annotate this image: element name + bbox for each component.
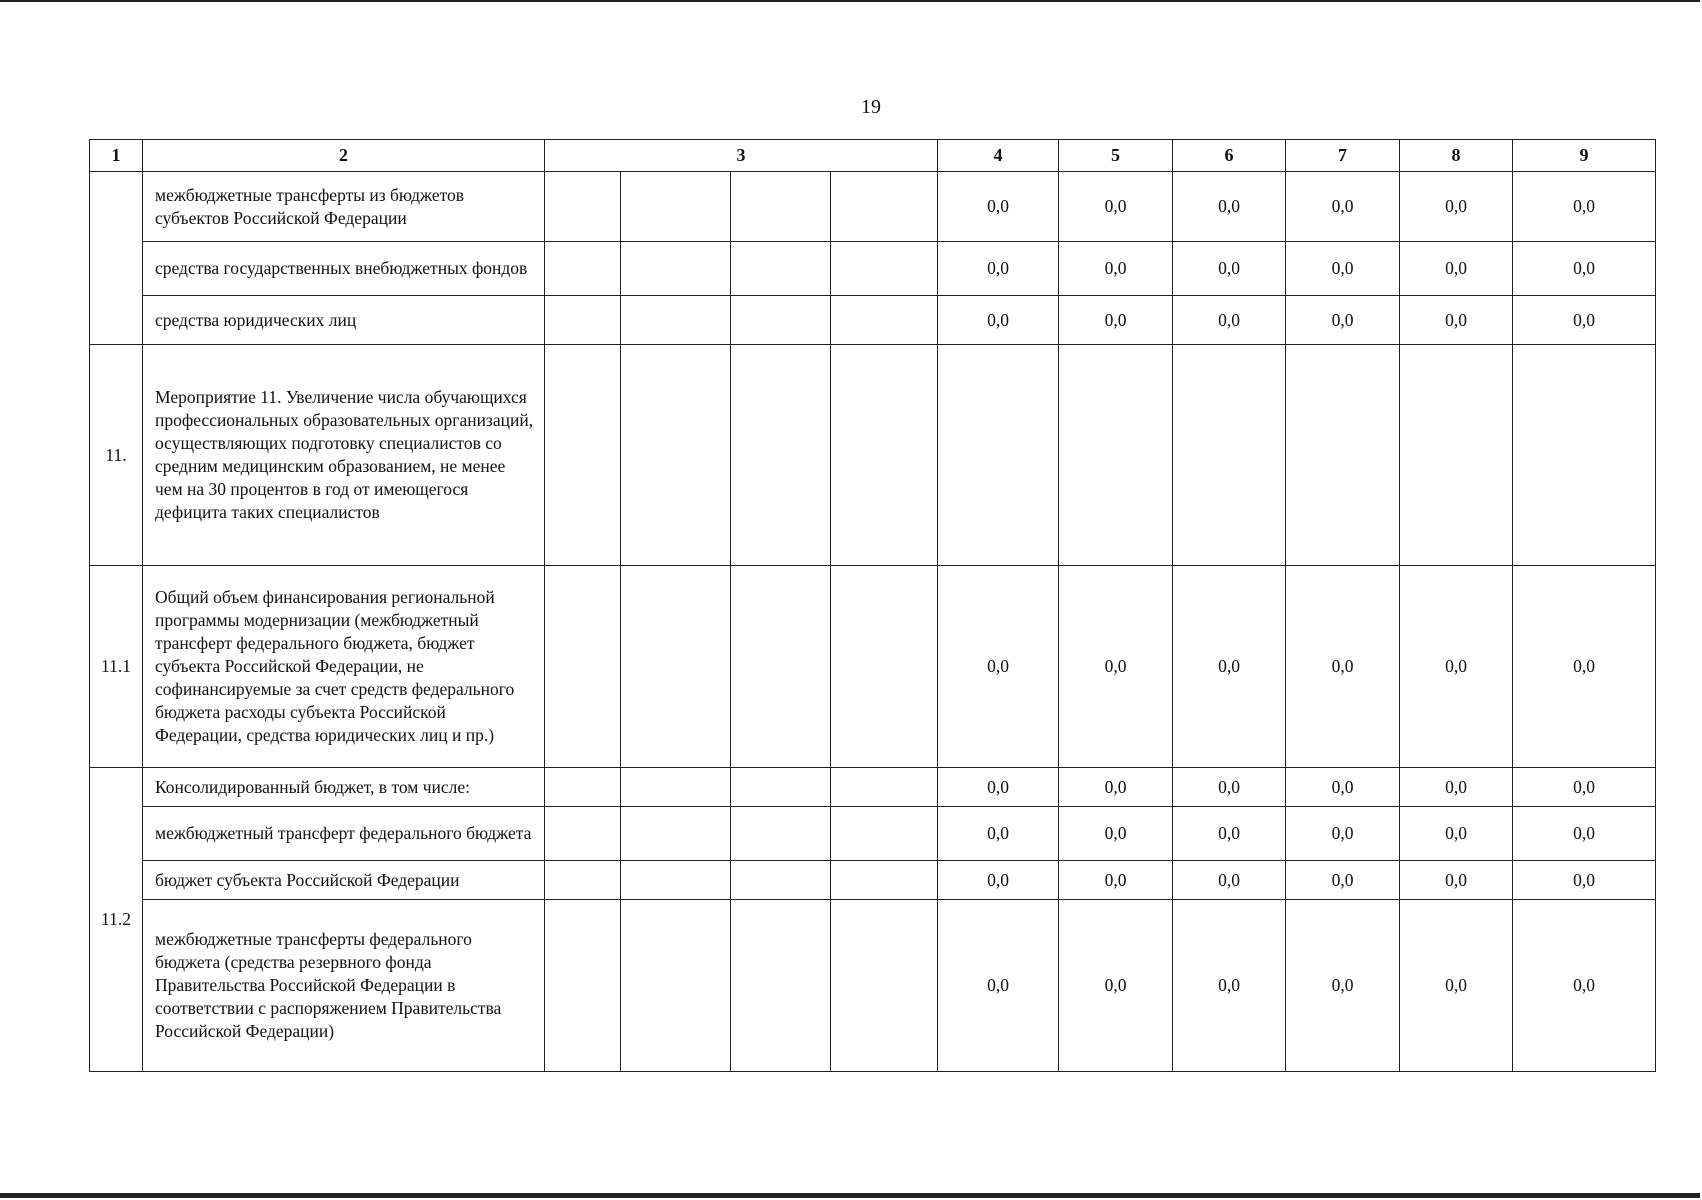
empty-cell xyxy=(831,807,938,861)
value-cell: 0,0 xyxy=(938,296,1059,345)
value-cell xyxy=(938,345,1059,566)
empty-cell xyxy=(545,900,621,1072)
empty-cell xyxy=(545,861,621,900)
empty-cell xyxy=(731,900,831,1072)
empty-cell xyxy=(621,900,731,1072)
row-label: Мероприятие 11. Увеличение числа обучающихся профессиональных образовательных организаций, осуществляющих подготовку специалистов со средним медицинским образованием, не менее чем на 30 процентов в год от имеющегося дефицита таких специалистов xyxy=(143,345,545,566)
table-row xyxy=(90,861,1656,900)
value-cell: 0,0 xyxy=(1286,566,1400,768)
empty-cell xyxy=(621,566,731,768)
empty-cell xyxy=(621,345,731,566)
empty-cell xyxy=(621,242,731,296)
table-row xyxy=(90,296,1656,345)
header-cell: 6 xyxy=(1173,140,1286,172)
value-cell: 0,0 xyxy=(1400,768,1513,807)
value-cell: 0,0 xyxy=(1400,807,1513,861)
value-cell: 0,0 xyxy=(1059,296,1173,345)
value-cell: 0,0 xyxy=(1059,768,1173,807)
table-row xyxy=(90,345,1656,566)
empty-cell xyxy=(545,296,621,345)
value-cell: 0,0 xyxy=(1286,242,1400,296)
empty-cell xyxy=(831,172,938,242)
row-number: 11.1 xyxy=(90,566,143,768)
header-cell: 2 xyxy=(143,140,545,172)
empty-cell xyxy=(545,768,621,807)
value-cell: 0,0 xyxy=(1513,861,1656,900)
row-label: межбюджетный трансферт федерального бюджета xyxy=(143,807,545,861)
empty-cell xyxy=(731,768,831,807)
value-cell xyxy=(1400,345,1513,566)
table-header-row xyxy=(90,140,1656,172)
value-cell: 0,0 xyxy=(1173,861,1286,900)
empty-cell xyxy=(545,807,621,861)
value-cell: 0,0 xyxy=(1173,768,1286,807)
value-cell: 0,0 xyxy=(938,768,1059,807)
value-cell: 0,0 xyxy=(1513,296,1656,345)
value-cell: 0,0 xyxy=(1059,242,1173,296)
row-label: бюджет субъекта Российской Федерации xyxy=(143,861,545,900)
empty-cell xyxy=(831,296,938,345)
value-cell: 0,0 xyxy=(938,566,1059,768)
empty-cell xyxy=(731,566,831,768)
header-cell: 1 xyxy=(90,140,143,172)
value-cell: 0,0 xyxy=(1400,296,1513,345)
value-cell xyxy=(1286,345,1400,566)
empty-cell xyxy=(831,345,938,566)
value-cell: 0,0 xyxy=(938,172,1059,242)
value-cell: 0,0 xyxy=(1173,566,1286,768)
table-row xyxy=(90,768,1656,807)
value-cell: 0,0 xyxy=(1513,172,1656,242)
value-cell: 0,0 xyxy=(1400,172,1513,242)
header-cell: 5 xyxy=(1059,140,1173,172)
value-cell: 0,0 xyxy=(1513,900,1656,1072)
value-cell xyxy=(1173,345,1286,566)
empty-cell xyxy=(621,861,731,900)
header-cell: 4 xyxy=(938,140,1059,172)
empty-cell xyxy=(621,768,731,807)
page-number: 19 xyxy=(861,96,881,118)
header-cell: 8 xyxy=(1400,140,1513,172)
value-cell: 0,0 xyxy=(938,807,1059,861)
empty-cell xyxy=(831,242,938,296)
row-number: 11. xyxy=(90,345,143,566)
value-cell: 0,0 xyxy=(938,900,1059,1072)
value-cell: 0,0 xyxy=(1059,807,1173,861)
empty-cell xyxy=(831,861,938,900)
header-cell: 3 xyxy=(545,140,938,172)
table-row xyxy=(90,900,1656,1072)
value-cell: 0,0 xyxy=(938,242,1059,296)
empty-cell xyxy=(731,172,831,242)
value-cell: 0,0 xyxy=(1286,172,1400,242)
row-label: межбюджетные трансферты федерального бюджета (средства резервного фонда Правительства Российской Федерации в соответствии с распоряжением Правительства Российской Федерации) xyxy=(143,900,545,1072)
empty-cell xyxy=(831,566,938,768)
header-cell: 9 xyxy=(1513,140,1656,172)
value-cell: 0,0 xyxy=(1400,566,1513,768)
value-cell: 0,0 xyxy=(1513,242,1656,296)
empty-cell xyxy=(731,242,831,296)
value-cell: 0,0 xyxy=(1173,900,1286,1072)
value-cell: 0,0 xyxy=(1059,900,1173,1072)
row-label: межбюджетные трансферты из бюджетов субъектов Российской Федерации xyxy=(143,172,545,242)
empty-cell xyxy=(545,172,621,242)
value-cell: 0,0 xyxy=(1286,861,1400,900)
empty-cell xyxy=(831,900,938,1072)
value-cell: 0,0 xyxy=(1400,242,1513,296)
empty-cell xyxy=(731,296,831,345)
table-row xyxy=(90,172,1656,242)
row-label: Общий объем финансирования региональной программы модернизации (межбюджетный трансферт федерального бюджета, бюджет субъекта Российской Федерации, не софинансируемые за счет средств федерального бюджета расходы субъекта Российской Федерации, средства юридических лиц и пр.) xyxy=(143,566,545,768)
empty-cell xyxy=(621,296,731,345)
row-number: 11.2 xyxy=(90,768,143,1072)
empty-cell xyxy=(731,345,831,566)
value-cell: 0,0 xyxy=(1286,768,1400,807)
empty-cell xyxy=(621,807,731,861)
empty-cell xyxy=(545,345,621,566)
table-row xyxy=(90,566,1656,768)
empty-cell xyxy=(545,566,621,768)
value-cell xyxy=(1059,345,1173,566)
empty-cell xyxy=(831,768,938,807)
value-cell: 0,0 xyxy=(1059,172,1173,242)
header-cell: 7 xyxy=(1286,140,1400,172)
table-row xyxy=(90,807,1656,861)
empty-cell xyxy=(731,861,831,900)
empty-cell xyxy=(731,807,831,861)
value-cell: 0,0 xyxy=(1400,861,1513,900)
value-cell: 0,0 xyxy=(1286,296,1400,345)
budget-table xyxy=(89,139,1656,1072)
empty-cell xyxy=(545,242,621,296)
table-row xyxy=(90,242,1656,296)
row-number xyxy=(90,172,143,345)
value-cell: 0,0 xyxy=(938,861,1059,900)
empty-cell xyxy=(621,172,731,242)
row-label: средства государственных внебюджетных фондов xyxy=(143,242,545,296)
value-cell: 0,0 xyxy=(1173,242,1286,296)
value-cell: 0,0 xyxy=(1059,566,1173,768)
value-cell: 0,0 xyxy=(1286,807,1400,861)
value-cell: 0,0 xyxy=(1513,768,1656,807)
value-cell: 0,0 xyxy=(1173,172,1286,242)
value-cell: 0,0 xyxy=(1400,900,1513,1072)
row-label: средства юридических лиц xyxy=(143,296,545,345)
value-cell: 0,0 xyxy=(1173,807,1286,861)
row-label: Консолидированный бюджет, в том числе: xyxy=(143,768,545,807)
value-cell: 0,0 xyxy=(1059,861,1173,900)
value-cell: 0,0 xyxy=(1173,296,1286,345)
value-cell: 0,0 xyxy=(1513,566,1656,768)
value-cell: 0,0 xyxy=(1513,807,1656,861)
value-cell xyxy=(1513,345,1656,566)
value-cell: 0,0 xyxy=(1286,900,1400,1072)
